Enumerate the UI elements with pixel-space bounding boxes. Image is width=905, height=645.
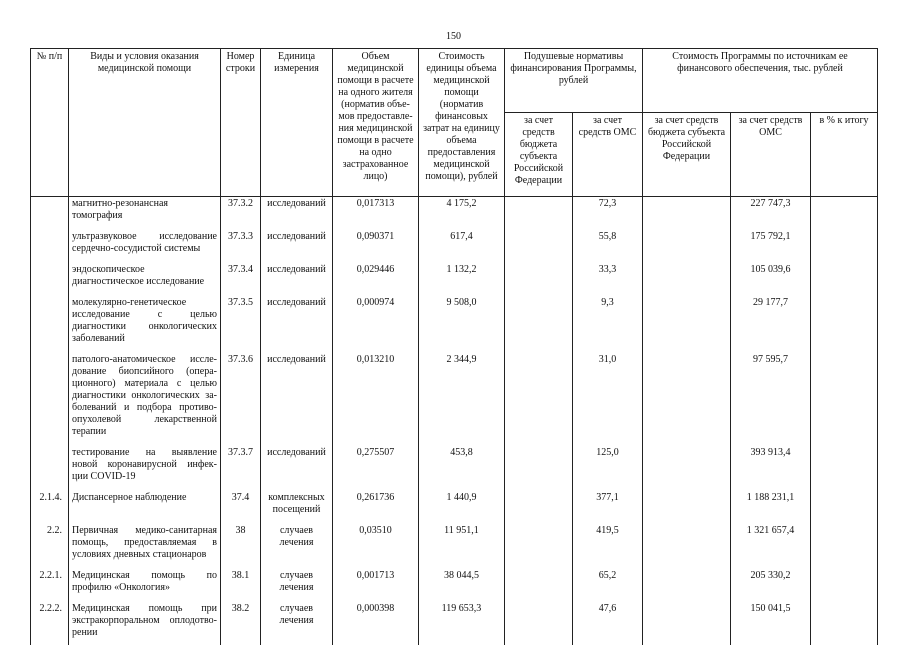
row-unit: исследований <box>261 294 333 351</box>
row-unit: исследований <box>261 351 333 444</box>
row-pct <box>811 444 878 489</box>
row-line: 38 <box>221 522 261 567</box>
row-pc-budget <box>505 228 573 261</box>
row-num <box>31 261 69 294</box>
table-row <box>31 522 878 567</box>
row-fin-budget <box>643 228 731 261</box>
table-row <box>31 228 878 261</box>
row-pc-oms: 377,1 <box>573 489 643 522</box>
row-line: 37.3.2 <box>221 197 261 229</box>
row-fin-budget <box>643 600 731 645</box>
row-pc-oms: 31,0 <box>573 351 643 444</box>
row-cost: 11 951,1 <box>419 522 505 567</box>
row-pct <box>811 197 878 229</box>
row-volume: 0,03510 <box>333 522 419 567</box>
row-num: 2.2.1. <box>31 567 69 600</box>
row-pc-budget <box>505 567 573 600</box>
header-cost: Стоимость единицы объема медицинской помощи (норматив финансовых затрат на единицу объема предоставления медицинской помощи), рублей <box>419 49 505 197</box>
row-num <box>31 228 69 261</box>
row-name: молекулярно-генетическое исследование с целью диагностики онкологических заболеваний <box>69 294 221 351</box>
row-pc-oms: 55,8 <box>573 228 643 261</box>
header-per-capita-oms: за счет средств ОМС <box>573 113 643 197</box>
row-volume: 0,013210 <box>333 351 419 444</box>
row-pct <box>811 294 878 351</box>
row-fin-oms: 97 595,7 <box>731 351 811 444</box>
row-volume: 0,275507 <box>333 444 419 489</box>
row-unit: случаев лечения <box>261 567 333 600</box>
row-fin-oms: 393 913,4 <box>731 444 811 489</box>
page-number: 150 <box>446 31 461 42</box>
table-row <box>31 351 878 444</box>
row-pct <box>811 600 878 645</box>
table-row <box>31 197 878 229</box>
row-unit: случаев лечения <box>261 522 333 567</box>
row-pc-budget <box>505 261 573 294</box>
header-volume: Объем медицинской помощи в расчете на одного жителя (норматив объе-мов предоставле-ния медицинской помощи в расчете на одно застрахованное лицо) <box>333 49 419 197</box>
header-financing-oms: за счет средств ОМС <box>731 113 811 197</box>
row-fin-budget <box>643 294 731 351</box>
row-fin-oms: 105 039,6 <box>731 261 811 294</box>
program-cost-table <box>30 48 878 645</box>
row-name: Медицинская помощь по профилю «Онкология» <box>69 567 221 600</box>
row-pct <box>811 489 878 522</box>
row-fin-budget <box>643 351 731 444</box>
row-volume: 0,001713 <box>333 567 419 600</box>
row-num <box>31 351 69 444</box>
row-fin-budget <box>643 522 731 567</box>
row-line: 37.3.5 <box>221 294 261 351</box>
row-unit: случаев лечения <box>261 600 333 645</box>
row-line: 37.3.4 <box>221 261 261 294</box>
row-fin-oms: 150 041,5 <box>731 600 811 645</box>
row-num <box>31 444 69 489</box>
row-pc-budget <box>505 522 573 567</box>
row-name: тестирование на выявление новой коронавирусной инфек-ции COVID-19 <box>69 444 221 489</box>
row-pc-oms: 419,5 <box>573 522 643 567</box>
row-cost: 38 044,5 <box>419 567 505 600</box>
row-num: 2.2. <box>31 522 69 567</box>
header-unit: Единица измерения <box>261 49 333 197</box>
row-line: 37.3.6 <box>221 351 261 444</box>
row-unit: исследований <box>261 228 333 261</box>
row-num: 2.1.4. <box>31 489 69 522</box>
row-name: Первичная медико-санитарная помощь, предоставляемая в условиях дневных стационаров <box>69 522 221 567</box>
row-cost: 4 175,2 <box>419 197 505 229</box>
header-row: Номер строки <box>221 49 261 197</box>
row-volume: 0,017313 <box>333 197 419 229</box>
row-fin-oms: 205 330,2 <box>731 567 811 600</box>
row-fin-oms: 175 792,1 <box>731 228 811 261</box>
row-cost: 617,4 <box>419 228 505 261</box>
row-unit: исследований <box>261 444 333 489</box>
row-line: 38.1 <box>221 567 261 600</box>
row-pc-budget <box>505 351 573 444</box>
row-name: Медицинская помощь при экстракорпоральном оплодотво-рении <box>69 600 221 645</box>
row-num <box>31 197 69 229</box>
row-pc-budget <box>505 489 573 522</box>
row-pc-oms: 33,3 <box>573 261 643 294</box>
row-cost: 1 440,9 <box>419 489 505 522</box>
row-pc-budget <box>505 294 573 351</box>
row-line: 38.2 <box>221 600 261 645</box>
row-line: 37.4 <box>221 489 261 522</box>
table-row <box>31 489 878 522</box>
row-name: Диспансерное наблюдение <box>69 489 221 522</box>
row-pct <box>811 522 878 567</box>
row-cost: 1 132,2 <box>419 261 505 294</box>
row-name: магнитно-резонансная томография <box>69 197 221 229</box>
header-financing-budget: за счет средств бюджета субъекта Российской Федерации <box>643 113 731 197</box>
table-row <box>31 567 878 600</box>
table-row <box>31 261 878 294</box>
row-pct <box>811 261 878 294</box>
row-volume: 0,000398 <box>333 600 419 645</box>
row-num: 2.2.2. <box>31 600 69 645</box>
row-pc-oms: 47,6 <box>573 600 643 645</box>
row-pc-budget <box>505 444 573 489</box>
row-pct <box>811 228 878 261</box>
table-body <box>31 197 878 645</box>
row-name: эндоскопическое диагностическое исследование <box>69 261 221 294</box>
row-pc-oms: 9,3 <box>573 294 643 351</box>
row-pct <box>811 351 878 444</box>
row-line: 37.3.3 <box>221 228 261 261</box>
row-num <box>31 294 69 351</box>
row-fin-budget <box>643 567 731 600</box>
header-financing-percent: в % к итогу <box>811 113 878 197</box>
row-fin-oms: 1 321 657,4 <box>731 522 811 567</box>
row-line: 37.3.7 <box>221 444 261 489</box>
header-financing-group: Стоимость Программы по источникам ее финансового обеспечения, тыс. рублей <box>643 49 878 113</box>
row-fin-oms: 227 747,3 <box>731 197 811 229</box>
row-volume: 0,261736 <box>333 489 419 522</box>
row-fin-budget <box>643 197 731 229</box>
row-unit: комплексных посещений <box>261 489 333 522</box>
row-volume: 0,000974 <box>333 294 419 351</box>
row-pc-oms: 65,2 <box>573 567 643 600</box>
header-per-capita-budget: за счет средств бюджета субъекта Российской Федерации <box>505 113 573 197</box>
row-cost: 453,8 <box>419 444 505 489</box>
header-type: Виды и условия оказания медицинской помощи <box>69 49 221 197</box>
row-volume: 0,029446 <box>333 261 419 294</box>
row-fin-budget <box>643 444 731 489</box>
row-unit: исследований <box>261 261 333 294</box>
row-pc-oms: 125,0 <box>573 444 643 489</box>
table-row <box>31 444 878 489</box>
row-pct <box>811 567 878 600</box>
header-per-capita-group: Подушевые нормативы финансирования Программы, рублей <box>505 49 643 113</box>
row-fin-budget <box>643 489 731 522</box>
table-header <box>31 49 878 197</box>
row-fin-oms: 1 188 231,1 <box>731 489 811 522</box>
table-row <box>31 600 878 645</box>
row-unit: исследований <box>261 197 333 229</box>
table-row <box>31 294 878 351</box>
row-name: ультразвуковое исследование сердечно-сосудистой системы <box>69 228 221 261</box>
row-fin-oms: 29 177,7 <box>731 294 811 351</box>
row-volume: 0,090371 <box>333 228 419 261</box>
row-pc-oms: 72,3 <box>573 197 643 229</box>
row-cost: 119 653,3 <box>419 600 505 645</box>
row-cost: 9 508,0 <box>419 294 505 351</box>
row-pc-budget <box>505 600 573 645</box>
row-pc-budget <box>505 197 573 229</box>
header-num: № п/п <box>31 49 69 197</box>
row-name: патолого-анатомическое иссле-дование биопсийного (опера-ционного) материала с целью диагностики онкологических за-болеваний и подбора противо-опухолевой лекарственной терапии <box>69 351 221 444</box>
row-cost: 2 344,9 <box>419 351 505 444</box>
row-fin-budget <box>643 261 731 294</box>
